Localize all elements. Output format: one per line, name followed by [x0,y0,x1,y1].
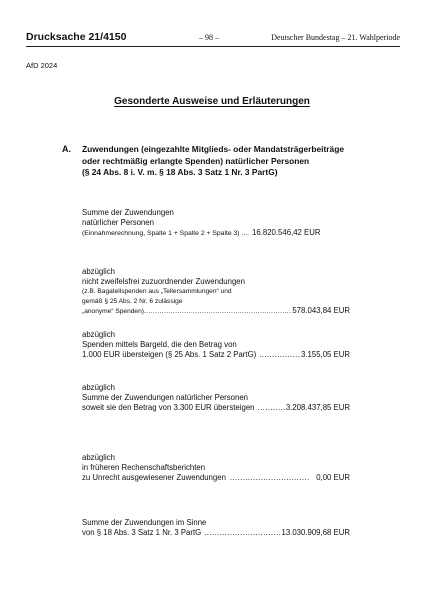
doc-label: Drucksache 21/ [26,31,104,43]
amount-value: 3.208.437,85 EUR [285,403,350,413]
amount-block-unassignable [82,267,350,317]
amount-value: 0,00 EUR [316,473,350,483]
block-text: abzüglich [82,453,115,462]
block-text: abzüglich [82,330,115,339]
section-letter: A. [62,144,71,154]
leader-dots [258,403,286,413]
section-heading-line: Zuwendungen (eingezahlte Mitglieds- oder Mandatsträgerbeiträge [82,144,344,154]
block-text: Summe der Zuwendungen natürlicher Personen [82,393,248,403]
block-text: natürlicher Personen [82,218,154,228]
amount-label: soweit sie den Betrag von 3.300 EUR übersteigen [82,403,255,413]
block-text: abzüglich [82,267,115,276]
block-text: Summe der Zuwendungen im Sinne [82,518,207,527]
amount-label: (Einnahmerechnung, Spalte 1 + Spalte 2 + Spalte 3) .... [82,230,250,238]
party-label: AfD 2024 [26,61,58,70]
leader-dots [259,350,301,360]
amount-row [82,473,350,483]
leader-dots [204,528,279,538]
section-heading [82,144,344,179]
amount-label: 1.000 EUR übersteigen (§ 25 Abs. 1 Satz 2 PartG) [82,350,257,360]
publisher: Deutscher Bundestag – 21. Wahlperiode [271,33,400,42]
page-title-text: Gesonderte Ausweise und Erläuterungen [114,96,310,107]
section-heading-line: oder rechtmäßig erlangte Spenden) natürlicher Personen [82,155,310,166]
block-text: Summe der Zuwendungen [82,208,174,217]
amount-block-prior-reports [82,453,350,484]
block-text: nicht zweifelsfrei zuzuordnender Zuwendungen [82,277,245,287]
doc-number: 4150 [103,31,127,43]
amount-label: „anonyme“ Spenden) [82,308,144,316]
amount-block-cash-donations [82,330,350,361]
amount-value: 16.820.546,42 EUR [252,228,321,238]
block-text: Spenden mittels Bargeld, die den Betrag von [82,340,237,350]
page-number: – 98 – [199,33,219,42]
amount-row [82,403,350,413]
amount-block-total-section [82,518,350,538]
amount-label: zu Unrecht ausgewiesener Zuwendungen [82,473,226,483]
amount-row [82,350,350,360]
section-heading-line: (§ 24 Abs. 8 i. V. m. § 18 Abs. 3 Satz 1 Nr. 3 PartG) [82,167,278,178]
block-text: in früheren Rechenschaftsberichten [82,463,206,473]
amount-value: 13.030.909,68 EUR [281,528,350,538]
doc-reference [26,31,126,43]
amount-row [82,528,350,538]
block-text: abzüglich [82,383,115,392]
leader-dots [230,473,310,483]
amount-row [82,306,350,316]
amount-row [82,228,350,238]
amount-value: 3.155,05 EUR [301,350,350,360]
amount-value: 578.043,84 EUR [292,306,350,316]
header-rule [26,46,400,47]
amount-block-total-natural-persons [82,208,350,239]
amount-label: von § 18 Abs. 3 Satz 1 Nr. 3 PartG [82,528,202,538]
amount-block-over-threshold [82,383,350,414]
leader-dots [144,307,292,316]
block-note: gemäß § 25 Abs. 2 Nr. 6 zulässige [82,297,183,305]
block-note: (z.B. Bagatellspenden aus „Tellersammlungen“ und [82,288,232,296]
page-title [0,96,424,107]
